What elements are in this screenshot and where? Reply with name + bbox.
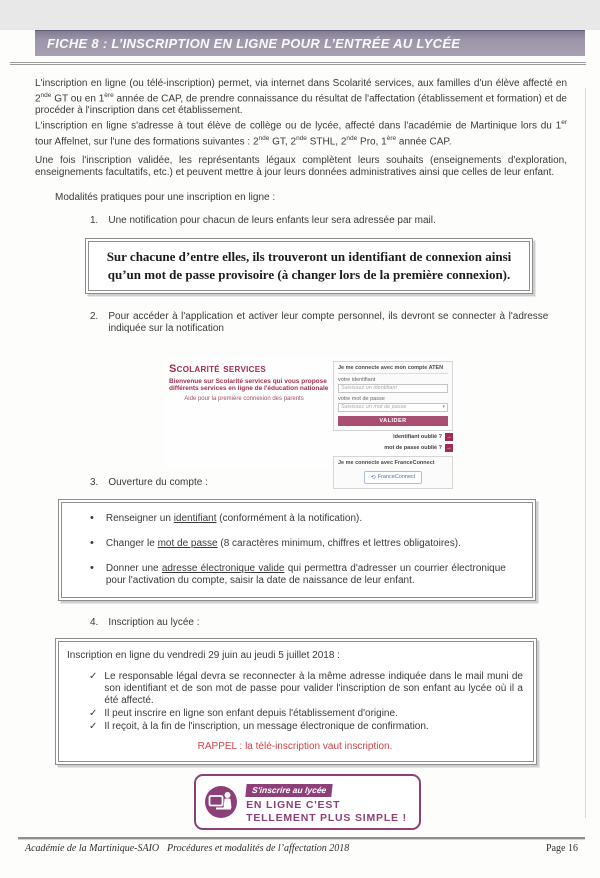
check-icon: ✓ xyxy=(89,670,98,682)
bullet-text: Renseigner un xyxy=(105,512,174,524)
step-4 xyxy=(90,617,580,629)
rappel-text: RAPPEL : la télé-inscription vaut inscription. xyxy=(197,740,393,752)
inscription-box xyxy=(55,638,537,765)
page-title: FICHE 8 : L’INSCRIPTION EN LIGNE POUR L’ENTRÉE AU LYCÉE xyxy=(47,36,461,51)
step-number: 1. xyxy=(90,214,99,226)
help-text: Aide pour la première connexion des parents xyxy=(184,395,304,402)
superscript: er xyxy=(561,119,567,127)
bullet-underlined: adresse électronique valide xyxy=(161,562,285,574)
intro-p1-text: L'inscription en ligne (ou télé-inscription) permet, via internet dans Scolarité services, aux familles d'un élève affecté en 2 xyxy=(35,78,567,105)
badge-tag: S'inscrire au lycée xyxy=(245,784,333,797)
bullet-item: • Changer le mot de passe (8 caractères minimum, chiffres et lettres obligatoires). xyxy=(90,536,461,549)
header-divider xyxy=(10,62,586,65)
bullet-item: • Renseigner un identifiant (conformément à la notification). xyxy=(90,511,363,524)
welcome-text: Bienvenue sur Scolarité services qui vous propose différents services en ligne de l'éducation nationale xyxy=(169,377,329,393)
badge-line1: EN LIGNE C'EST xyxy=(246,798,341,811)
rappel-label: RAPPEL xyxy=(197,740,237,752)
notice-text: Sur chacune d’entre elles, ils trouveront un identifiant de connexion ainsi qu’un mot de passe provisoire (à changer lors de la première connexion). xyxy=(88,241,530,291)
forgot-motdepasse-row xyxy=(333,444,453,452)
superscript: nde xyxy=(296,134,307,142)
bullet-item: • Donner une adresse électronique valide qui permettra d'adresser un courrier électronique pour l'activation du compte, saisir la date de naissance de leur enfant. xyxy=(90,561,506,586)
footer-center: Procédures et modalités de l’affectation 2018 xyxy=(167,842,350,854)
step-1 xyxy=(90,215,580,227)
login-panel xyxy=(333,361,453,489)
step-text: Ouverture du compte : xyxy=(108,476,208,488)
motdepasse-placeholder: Saisissez un mot de passe xyxy=(341,404,407,411)
login-screenshot xyxy=(165,357,455,481)
modalites-label: Modalités pratiques pour une inscription en ligne : xyxy=(55,191,276,203)
badge-line2: TELLEMENT PLUS SIMPLE ! xyxy=(246,811,407,824)
step-number: 4. xyxy=(90,616,99,628)
check-icon: ✓ xyxy=(89,707,98,719)
check-icon: ✓ xyxy=(89,720,98,732)
bullet-underlined: identifiant xyxy=(173,512,217,524)
sinscrire-badge xyxy=(194,774,421,830)
superscript: nde xyxy=(346,134,358,142)
inscription-header: Inscription en ligne du vendredi 29 juin au jeudi 5 juillet 2018 : xyxy=(67,649,340,661)
footer-page-number: Page 16 xyxy=(546,842,578,854)
step-number: 2. xyxy=(90,310,99,322)
intro-paragraph-1: L'inscription en ligne (ou télé-inscription) permet, via internet dans Scolarité services, aux familles d'un élève affecté en 2nde GT ou en 1ère année de CAP, de prendre connaissance du résultat de l'affectation (établissement et formation) et de procéder à l'inscription dans cet établissement. xyxy=(35,78,567,117)
valider-button[interactable]: VALIDER xyxy=(338,416,448,426)
arrow-right-icon[interactable]: → xyxy=(446,434,452,441)
check-text: Il reçoit, à la fin de l'inscription, un message électronique de confirmation. xyxy=(104,720,429,732)
motdepasse-input[interactable] xyxy=(338,403,448,412)
franceconnect-button-label: FranceConnect xyxy=(377,474,416,481)
forgot-identifiant-link[interactable]: identifiant oublié ? xyxy=(393,434,442,441)
check-text: Le responsable légal devra se reconnecter à la même adresse indiquée dans le mail muni de son identifiant et de son mot de passe pour valider l'inscription de son enfant au lycée où il a été affecté. xyxy=(104,670,523,706)
motdepasse-label: votre mot de passe xyxy=(338,395,385,402)
forgot-identifiant-row xyxy=(333,433,453,441)
document-page xyxy=(0,30,600,878)
check-item xyxy=(89,671,523,707)
identifiant-placeholder: Saisissez un identifiant xyxy=(341,385,397,392)
step-text: Inscription au lycée : xyxy=(108,616,200,628)
scolarite-services-logo: Scolarité services xyxy=(169,362,266,375)
franceconnect-header: Je me connecte avec FranceConnect xyxy=(338,459,435,466)
footer xyxy=(25,843,578,854)
franceconnect-section xyxy=(333,456,453,489)
identifiant-input[interactable] xyxy=(338,384,448,393)
check-item xyxy=(89,708,523,720)
step-text: Pour accéder à l'application et activer leur compte personnel, ils devront se connecter à l'adresse indiquée sur la notification xyxy=(108,310,549,334)
bullet-text: Changer le xyxy=(105,537,158,549)
notice-box xyxy=(85,238,533,294)
bullet-icon: • xyxy=(90,561,94,574)
title-bar xyxy=(35,30,585,56)
intro-paragraph-3: Une fois l'inscription validée, les représentants légaux complètent leurs souhaits (enseignements d'exploration, enseignements facultatifs, etc.) et peuvent mettre à jour leurs données administratives ainsi que celles de leur enfant. xyxy=(35,154,567,178)
franceconnect-icon: ⟲ xyxy=(370,474,376,481)
chevron-down-icon: ▾ xyxy=(442,404,445,411)
arrow-right-icon[interactable]: → xyxy=(446,444,452,451)
superscript: ère xyxy=(386,134,397,142)
bullet-underlined: mot de passe xyxy=(157,537,218,549)
step-number: 3. xyxy=(90,476,99,488)
bullet-icon: • xyxy=(90,536,94,549)
identifiant-label: votre identifiant xyxy=(338,376,376,383)
franceconnect-button[interactable] xyxy=(364,471,422,484)
computer-user-icon xyxy=(204,785,238,819)
check-item xyxy=(89,721,523,733)
bullet-text: Donner une xyxy=(105,562,162,574)
step-2 xyxy=(90,311,580,335)
check-text: Il peut inscrire en ligne son enfant depuis l'établissement d'origine. xyxy=(104,707,398,719)
superscript: ère xyxy=(104,92,114,99)
scan-artifact-line xyxy=(585,88,586,818)
step-text: Une notification pour chacun de leurs enfants leur sera adressée par mail. xyxy=(108,214,436,226)
forgot-motdepasse-link[interactable]: mot de passe oublié ? xyxy=(384,444,442,451)
bullet-icon: • xyxy=(90,511,94,524)
superscript: nde xyxy=(258,134,270,142)
aten-login-box xyxy=(333,361,453,431)
footer-divider xyxy=(18,837,585,839)
intro-paragraph-2: L'inscription en ligne s'adresse à tout élève de collège ou de lycée, affecté dans l'académie de Martinique lors du 1er tour Affelnet, sur l'une des formations suivantes : 2nde GT, 2nde STHL, 2nde Pro, 1ère année CAP. xyxy=(35,119,567,147)
superscript: nde xyxy=(40,92,52,99)
aten-header: Je me connecte avec mon compte ATEN xyxy=(338,365,448,374)
account-box xyxy=(58,499,536,601)
footer-left: Académie de la Martinique-SAIO xyxy=(25,842,160,854)
